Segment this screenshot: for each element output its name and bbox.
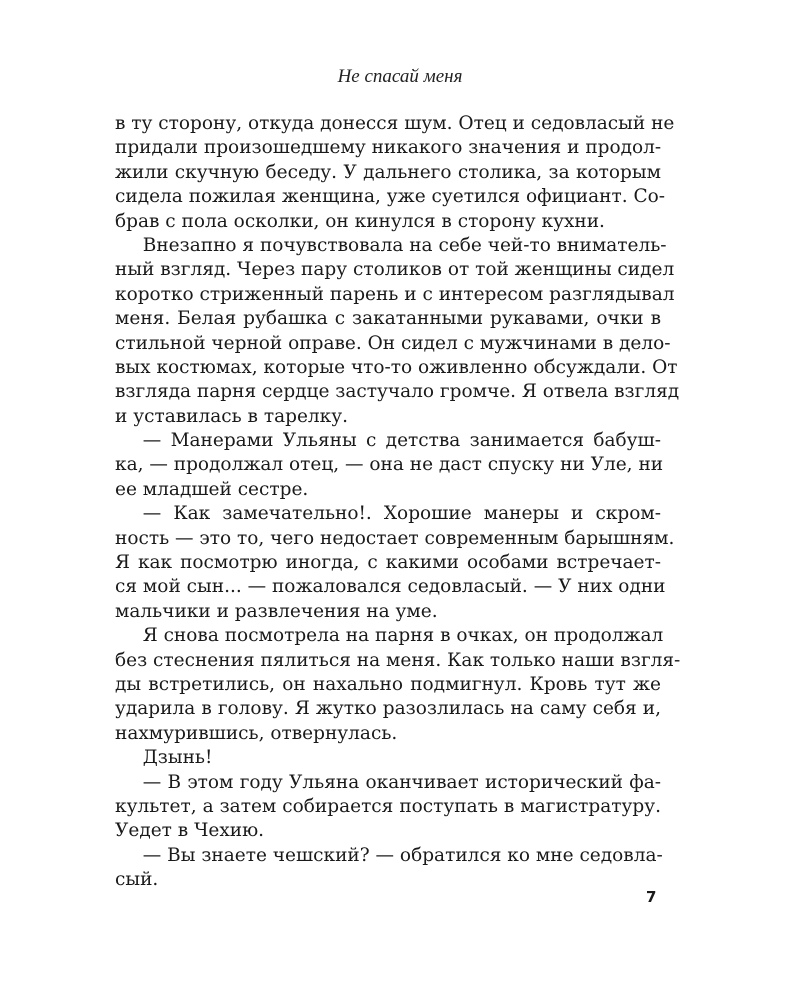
text-line: ся мой сын... — пожаловался седовласый. — У них одни <box>115 576 666 598</box>
text-line: сый. <box>115 869 159 891</box>
text-line: Дзынь! <box>142 747 213 769</box>
text-line: Уедет в Чехию. <box>115 820 265 842</box>
text-line: — Манерами Ульяны с детства занимается бабуш- <box>142 430 661 452</box>
text-line: в ту сторону, откуда донесся шум. Отец и седовласый не <box>115 113 675 134</box>
body-text <box>115 112 681 893</box>
text-line: коротко стриженный парень и с интересом разглядывал <box>115 283 675 305</box>
text-line: без стеснения пялиться на меня. Как только наши взгля- <box>115 649 681 671</box>
text-line: ный взгляд. Через пару столиков от той женщины сидел <box>115 259 675 281</box>
text-line: мальчики и развлечения на уме. <box>115 600 438 622</box>
text-line: ды встретились, он нахально подмигнул. Кровь тут же <box>115 673 661 695</box>
text-line: брав с пола осколки, он кинулся в сторону кухни. <box>115 210 605 232</box>
text-line: ее младшей сестре. <box>115 478 309 500</box>
text-line: культет, а затем собирается поступать в магистратуру. <box>115 795 661 817</box>
running-title: Не спасай меня <box>337 66 463 87</box>
text-line: сидела пожилая женщина, уже суетился официант. Со- <box>115 186 666 208</box>
text-line: и уставилась в тарелку. <box>115 405 348 427</box>
text-line: — Вы знаете чешский? — обратился ко мне седовла- <box>142 844 663 866</box>
page-number: 7 <box>646 888 657 906</box>
text-line: ударила в голову. Я жутко разозлилась на саму себя и, <box>115 698 661 720</box>
text-line: меня. Белая рубашка с закатанными рукавами, очки в <box>115 308 661 330</box>
text-line: взгляда парня сердце застучало громче. Я отвела взгляд <box>115 381 680 403</box>
text-line: — Как замечательно!. Хорошие манеры и скром- <box>142 503 661 525</box>
text-line: Я снова посмотрела на парня в очках, он продолжал <box>142 625 664 647</box>
text-line: — В этом году Ульяна оканчивает исторический фа- <box>142 771 661 793</box>
text-line: нахмурившись, отвернулась. <box>115 722 398 744</box>
text-line: ка, — продолжал отец, — она не даст спуску ни Уле, ни <box>115 454 664 476</box>
text-line: вых костюмах, которые что-то оживленно обсуждали. От <box>115 356 678 378</box>
text-line: жили скучную беседу. У дальнего столика, за которым <box>115 161 661 183</box>
text-line: Я как посмотрю иногда, с какими особами встречает- <box>115 552 661 574</box>
text-line: придали произошедшему никакого значения и продол- <box>115 137 662 159</box>
text-line: стильной черной оправе. Он сидел с мужчинами в дело- <box>115 332 671 354</box>
text-line: ность — это то, чего недостает современным барышням. <box>115 527 675 549</box>
text-line: Внезапно я почувствовала на себе чей-то вниматель- <box>142 234 667 256</box>
